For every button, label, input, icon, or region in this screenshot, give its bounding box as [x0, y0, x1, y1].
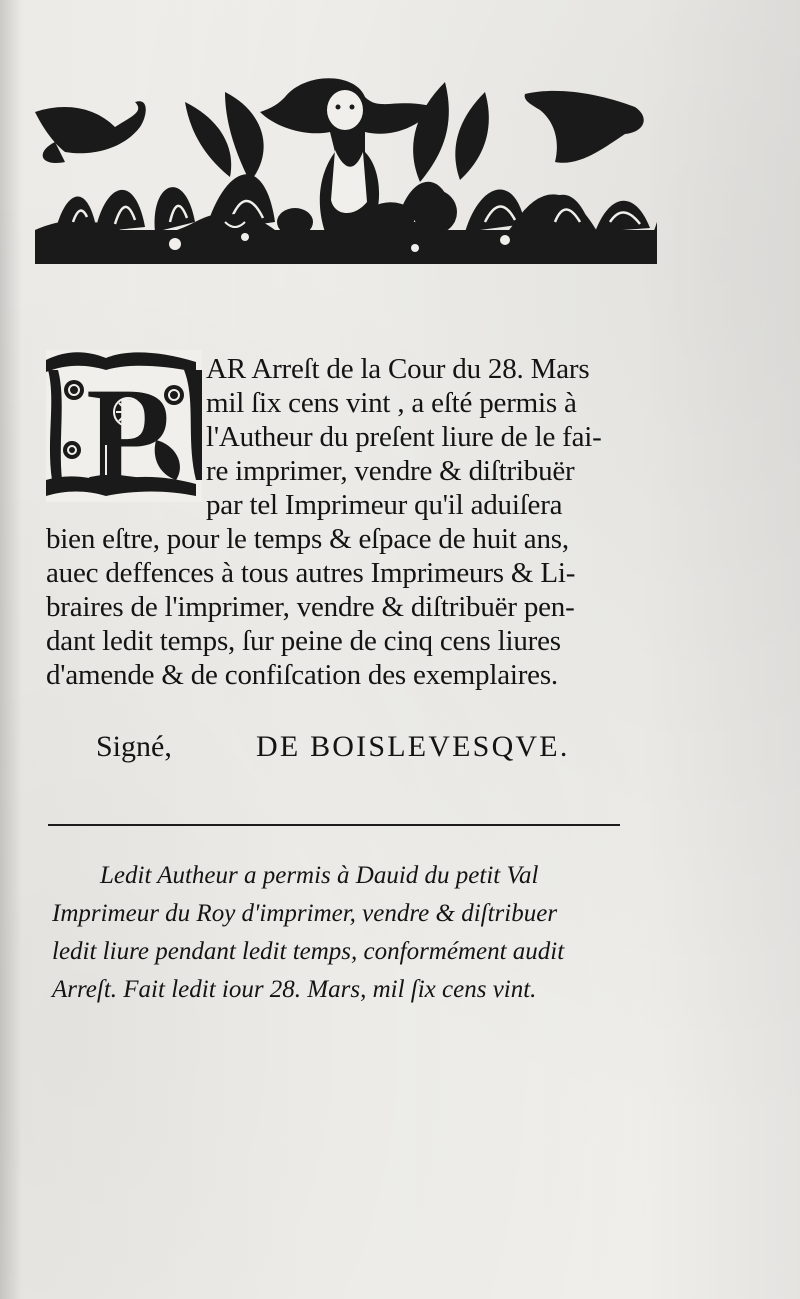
headpiece-ornament-icon	[35, 72, 657, 268]
grant-line-3: ledit liure pendant ledit temps, conformément audit	[52, 938, 565, 965]
woodcut-headpiece	[35, 72, 657, 268]
privilege-line-10: d'amende & de confiſcation des exemplaires.	[46, 659, 558, 691]
privilege-line-2: mil ſix cens vint , a eſté permis à	[206, 387, 577, 419]
privilege-line-9: dant ledit temps, ſur peine de cinq cens liures	[46, 625, 561, 657]
privilege-line-6: bien eſtre, pour le temps & eſpace de huit ans,	[46, 523, 569, 555]
privilege-line-1: AR Arreſt de la Cour du 28. Mars	[206, 353, 590, 385]
drop-cap-letter: P	[86, 359, 171, 502]
privilege-line-5: par tel Imprimeur qu'il aduiſera	[206, 489, 563, 521]
grant-line-4: Arreſt. Fait ledit iour 28. Mars, mil ſix cens vint.	[52, 976, 537, 1003]
ornamental-drop-cap	[46, 350, 202, 502]
grant-line-1: Ledit Autheur a permis à Dauid du petit Val	[100, 862, 539, 889]
privilege-line-8: braires de l'imprimer, vendre & diſtribuër pen-	[46, 591, 575, 623]
grant-line-2: Imprimeur du Roy d'imprimer, vendre & diſtribuer	[52, 900, 558, 927]
signature-name: DE BOISLEVESQVE.	[256, 730, 570, 763]
spine-shadow	[0, 0, 22, 1299]
drop-cap-ornament-icon	[46, 350, 202, 502]
privilege-line-7: auec deffences à tous autres Imprimeurs & Li-	[46, 557, 576, 589]
horizontal-rule	[48, 824, 620, 826]
privilege-line-3: l'Autheur du preſent liure de le fai-	[206, 421, 602, 453]
privilege-line-4: re imprimer, vendre & diſtribuër	[206, 455, 575, 487]
signature-label: Signé,	[96, 730, 172, 763]
